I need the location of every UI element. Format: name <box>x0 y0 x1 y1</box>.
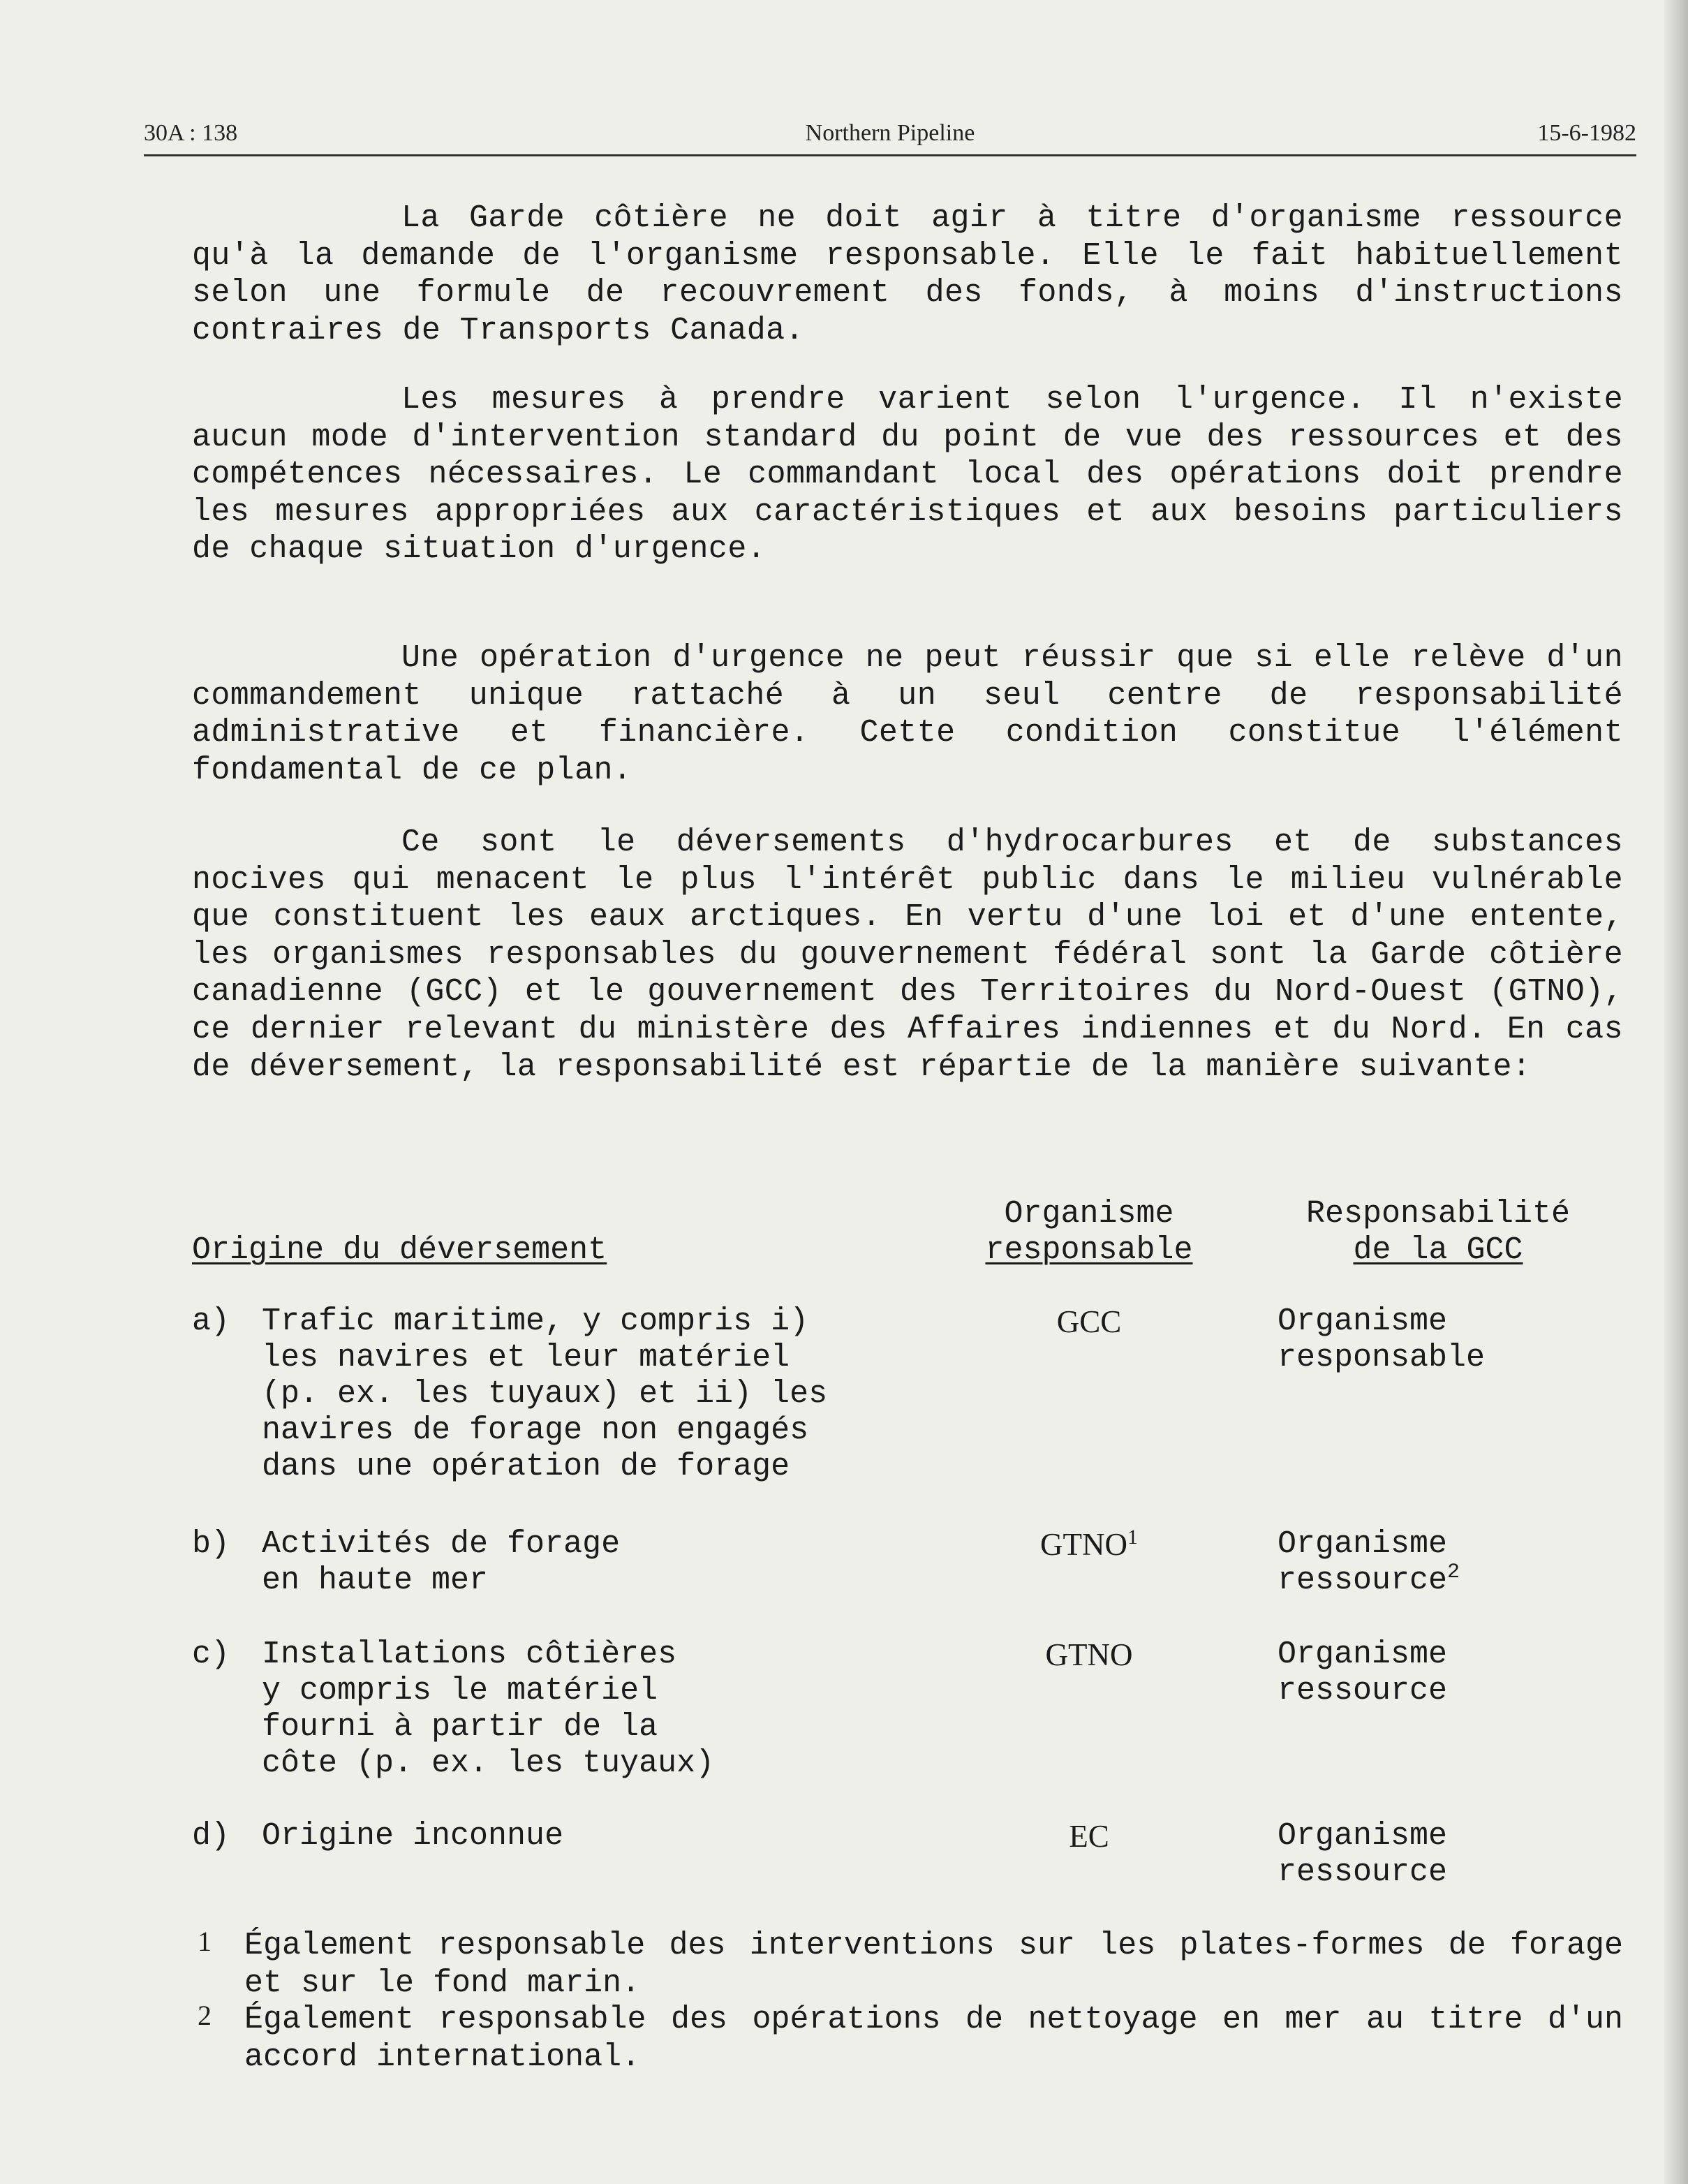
footnote-ref: 1 <box>1127 1526 1138 1549</box>
footnote-ref: 2 <box>1447 1560 1460 1584</box>
header-line: de la GCC <box>1353 1232 1523 1268</box>
paragraph-2-text: Les mesures à prendre varient selon l'urgence. Il n'existe aucun mode d'intervention standard du point de vue des ressources et des compétences nécessaires. Le commandant local des opérations doit prendre les mesures appropriées aux caractéristiques et aux besoins particuliers de chaque situation d'urgence. <box>192 382 1623 568</box>
paragraph-3-text: Une opération d'urgence ne peut réussir que si elle relève d'un commandement unique rattaché à un seul centre de responsabilité administrative et financière. Cette condition constitue l'élément fondamental de ce plan. <box>192 640 1623 788</box>
header-line: Organisme <box>1004 1196 1174 1232</box>
row-line: Origine inconnue <box>262 1818 564 1854</box>
row-organisme: EC <box>1069 1819 1109 1854</box>
row-organisme: GCC <box>1056 1304 1122 1339</box>
header-line: responsable <box>985 1232 1193 1268</box>
row-organisme: GTNO <box>1045 1637 1133 1672</box>
paragraph-3 <box>192 640 1623 789</box>
page-number: 30A : 138 <box>144 120 238 146</box>
resp-line: Organisme <box>1278 1526 1448 1562</box>
footnote-number: 2 <box>198 2000 212 2031</box>
row-line: en haute mer <box>262 1563 489 1598</box>
row-line: dans une opération de forage <box>262 1449 790 1484</box>
row-line: côte (p. ex. les tuyaux) <box>262 1746 715 1781</box>
row-responsabilite <box>1278 1304 1641 1376</box>
row-responsabilite <box>1278 1818 1641 1891</box>
row-key: b) <box>192 1526 230 1562</box>
row-line: les navires et leur matériel <box>262 1340 790 1375</box>
page-header <box>144 120 1636 159</box>
row-line: (p. ex. les tuyaux) et ii) les <box>262 1376 828 1412</box>
row-line: fourni à partir de la <box>262 1709 658 1745</box>
row-responsabilite <box>1278 1526 1641 1599</box>
running-title: Northern Pipeline <box>805 120 975 146</box>
column-header-responsabilite <box>1257 1196 1620 1269</box>
resp-text: ressource <box>1278 1563 1448 1598</box>
column-header-organisme <box>942 1196 1236 1269</box>
footnote-number: 1 <box>198 1926 212 1957</box>
paragraph-2 <box>192 381 1623 568</box>
header-rule <box>144 154 1636 156</box>
resp-line: ressource <box>1278 1673 1448 1709</box>
row-line: Installations côtières <box>262 1637 677 1672</box>
paragraph-1-text: La Garde côtière ne doit agir à titre d'organisme ressource qu'à la demande de l'organisme responsable. Elle le fait habituellement selon une formule de recouvrement des fonds, à moins d'instructions contraires de Transports Canada. <box>192 200 1623 348</box>
row-key: a) <box>192 1304 230 1339</box>
row-line: Trafic maritime, y compris i) <box>262 1304 809 1339</box>
row-line: navires de forage non engagés <box>262 1412 809 1448</box>
page-edge-shadow <box>1664 0 1688 2184</box>
row-key: d) <box>192 1818 230 1854</box>
row-line: Activités de forage <box>262 1526 621 1562</box>
row-key: c) <box>192 1637 230 1672</box>
header-line: Responsabilité <box>1305 1196 1571 1232</box>
resp-line: Organisme <box>1278 1637 1448 1672</box>
paragraph-4 <box>192 824 1623 1086</box>
paragraph-1 <box>192 200 1623 349</box>
column-header-origine: Origine du déversement <box>192 1232 607 1268</box>
page-date: 15-6-1982 <box>1537 120 1636 146</box>
row-organisme <box>942 1526 1236 1563</box>
resp-line: Organisme <box>1278 1818 1448 1854</box>
row-responsabilite <box>1278 1637 1641 1709</box>
row-line: y compris le matériel <box>262 1673 658 1709</box>
footnote-text: Également responsable des interventions sur les plates-formes de forage et sur le fond marin. <box>244 1928 1623 2001</box>
resp-line: ressource <box>1278 1854 1448 1890</box>
resp-line: Organisme <box>1278 1304 1448 1339</box>
paragraph-4-text: Ce sont le déversements d'hydrocarbures et de substances nocives qui menacent le plus l'intérêt public dans le milieu vulnérable que constituent les eaux arctiques. En vertu d'une loi et d'une entente, les organismes responsables du gouvernement fédéral sont la Garde côtière canadienne (GCC) et le gouvernement des Territoires du Nord-Ouest (GTNO), ce dernier relevant du ministère des Affaires indiennes et du Nord. En cas de déversement, la responsabilité est répartie de la manière suivante: <box>192 825 1623 1085</box>
resp-line: responsable <box>1278 1340 1486 1375</box>
footnote-text: Également responsable des opérations de nettoyage en mer au titre d'un accord international. <box>244 2002 1623 2075</box>
organisme-text: GTNO <box>1040 1527 1127 1562</box>
resp-line <box>1278 1560 1641 1599</box>
